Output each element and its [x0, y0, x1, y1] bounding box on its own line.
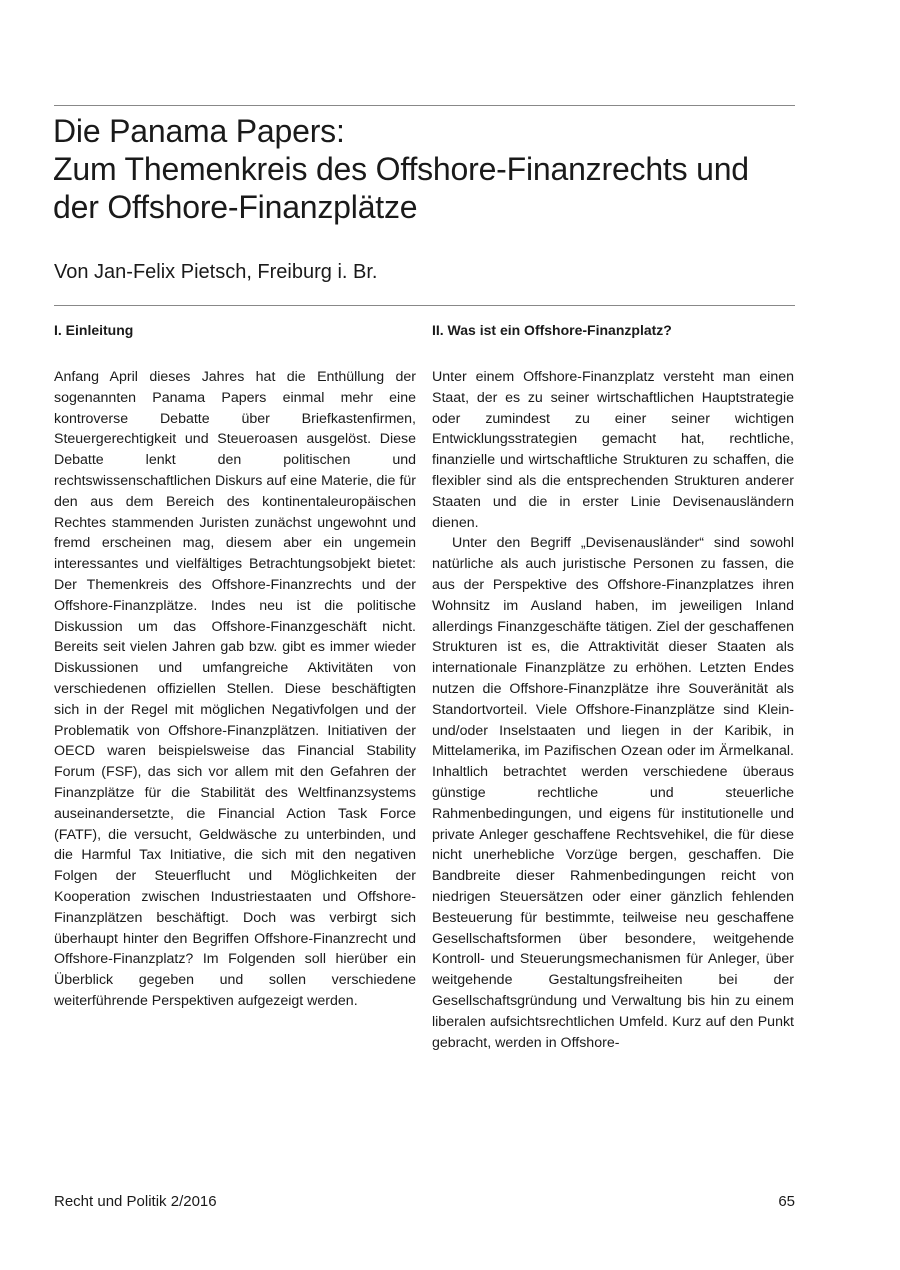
author-byline: Von Jan-Felix Pietsch, Freiburg i. Br. [54, 261, 378, 283]
header-divider [54, 305, 795, 306]
top-rule [54, 105, 795, 106]
title-line: der Offshore-Finanzplätze [53, 189, 418, 225]
right-column [432, 320, 794, 1053]
section-heading-offshore-finanzplatz: II. Was ist ein Offshore-Finanzplatz? [432, 322, 672, 338]
body-paragraph: Anfang April dieses Jahres hat die Enthüllung der sogenannten Panama Papers einmal mehr eine kontroverse Debatte über Briefkastenfirmen, Steuergerechtigkeit und Steueroasen ausgelöst. Diese Debatte lenkt den politischen und rechtswissenschaftlichen Diskurs auf eine Materie, die für den aus dem Bereich des kontinentaleuropäischen Rechtes stammenden Juristen zunächst ungewohnt und fremd erscheinen mag, diesem aber ein ungemein interessantes und vielfältiges Betrachtungsobjekt bietet: Der Themenkreis des Offshore-Finanzrechts und der Offshore-Finanzplätze. Indes neu ist die politische Diskussion um das Offshore-Finanzgeschäft nicht. Bereits seit vielen Jahren gab bzw. gibt es immer wieder Diskussionen und umfangreiche Aktivitäten von verschiedenen offiziellen Stellen. Diese beschäftigten sich in der Regel mit möglichen Negativfolgen und der Problematik von Offshore-Finanzplätzen. Initiativen der OECD waren beispielsweise das Financial Stability Forum (FSF), das sich vor allem mit den Gefahren der Finanzplätze für die Stabilität des Weltfinanzsystems auseinandersetzte, die Financial Action Task Force (FATF), die versucht, Geldwäsche zu unterbinden, und die Harmful Tax Initiative, die sich mit den negativen Folgen der Steuerflucht und Möglichkeiten der Kooperation zwischen Industriestaaten und Offshore-Finanzplätzen beschäftigt. Doch was verbirgt sich überhaupt hinter den Begriffen Offshore-Finanzrecht und Offshore-Finanzplatz? Im Folgenden soll hierüber ein Überblick gegeben und sollen verschiedene weiterführende Perspektiven aufgezeigt werden. [54, 369, 416, 1009]
article-title [53, 112, 813, 226]
title-line: Zum Themenkreis des Offshore-Finanzrechts und [53, 151, 749, 187]
title-line: Die Panama Papers: [53, 113, 345, 149]
footer-page-number: 65 [778, 1193, 795, 1210]
body-paragraph: Unter einem Offshore-Finanzplatz versteht man einen Staat, der es zu seiner wirtschaftlichen Hauptstrategie oder zumindest zu einer seiner wichtigen Entwicklungsstrategien gemacht hat, rechtliche, finanzielle und wirtschaftliche Strukturen zu schaffen, die flexibler sind als die entsprechenden Strukturen anderer Staaten und die in erster Linie Devisenausländern dienen. [432, 369, 794, 531]
left-column [54, 320, 416, 1012]
footer-journal-name: Recht und Politik 2/2016 [54, 1193, 217, 1210]
section-heading-einleitung: I. Einleitung [54, 322, 134, 338]
body-paragraph: Unter den Begriff „Devisenausländer“ sind sowohl natürliche als auch juristische Personen zu fassen, die aus der Perspektive des Offshore-Finanzplatzes ihren Wohnsitz im Ausland haben, im jeweiligen Inland allerdings Finanzgeschäfte tätigen. Ziel der geschaffenen Strukturen ist es, die Attraktivität dieser Staaten als internationale Finanzplätze zu erhöhen. Letzten Endes nutzen die Offshore-Finanzplätze ihre Souveränität als Standortvorteil. Viele Offshore-Finanzplätze sind Klein- und/oder Inselstaaten und liegen in der Karibik, in Mittelamerika, im Pazifischen Ozean oder im Ärmelkanal. Inhaltlich betrachtet werden verschiedene überaus günstige rechtliche und steuerliche Rahmenbedingungen, und eigens für institutionelle und private Anleger geschaffene Rechtsvehikel, die für diese nicht unerhebliche Vorzüge bergen, geschaffen. Die Bandbreite dieser Rahmenbedingungen reicht von niedrigen Steuersätzen oder einer gänzlich fehlenden Besteuerung für bestimmte, teilweise neu geschaffene Gesellschaftsformen über besondere, weitgehende Kontroll- und Steuerungsmechanismen für Anleger, über weitgehende Gestaltungsfreiheiten bei der Gesellschaftsgründung und Verwaltung bis hin zu einem liberalen aufsichtsrechtlichen Umfeld. Kurz auf den Punkt gebracht, werden in Offshore- [432, 535, 794, 1051]
